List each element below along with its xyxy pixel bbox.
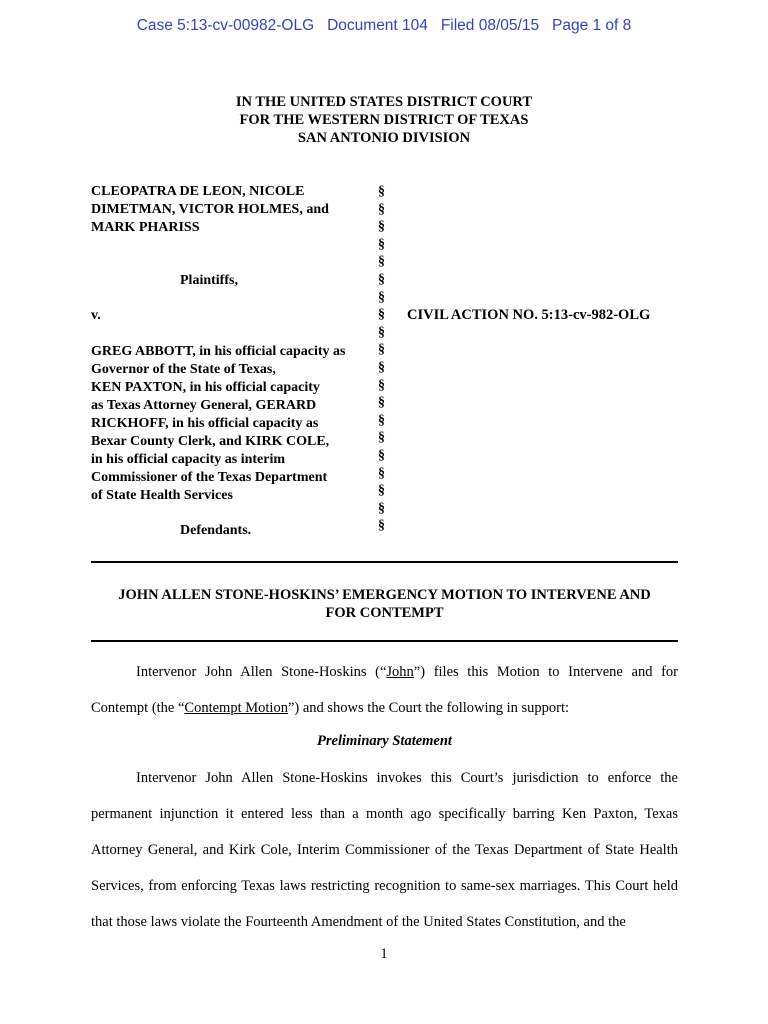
section-symbol: § xyxy=(378,324,385,340)
versus-label: v. xyxy=(91,308,101,323)
section-symbol: § xyxy=(378,271,385,287)
section-symbol: § xyxy=(378,289,385,305)
section-symbol: § xyxy=(378,219,385,235)
section-symbol: § xyxy=(378,500,385,516)
document-number: Document 104 xyxy=(327,17,428,34)
defendants-name-line: GREG ABBOTT, in his official capacity as xyxy=(91,344,346,359)
intro-text-3: ”) and shows the Court the following in support: xyxy=(287,700,570,716)
section-symbol: § xyxy=(378,483,385,499)
section-symbol: § xyxy=(378,447,385,463)
civil-action-number: CIVIL ACTION NO. 5:13-cv-982-OLG xyxy=(407,307,651,323)
plaintiffs-label: Plaintiffs, xyxy=(180,273,238,288)
motion-title-line-1: JOHN ALLEN STONE-HOSKINS’ EMERGENCY MOTION TO INTERVENE AND xyxy=(118,587,651,603)
filed-date: Filed 08/05/15 xyxy=(440,17,540,34)
defined-term-john: John xyxy=(386,664,414,680)
defendants-name-line: Commissioner of the Texas Department xyxy=(91,470,328,485)
divider-rule-top xyxy=(91,561,678,563)
defendants-name-line: RICKHOFF, in his official capacity as xyxy=(91,416,319,431)
motion-title xyxy=(91,586,678,622)
defendants-name-line: of State Health Services xyxy=(91,488,233,503)
section-symbol: § xyxy=(378,342,385,358)
motion-title-line-2: FOR CONTEMPT xyxy=(325,605,444,621)
defendants-name-line: Bexar County Clerk, and KIRK COLE, xyxy=(91,434,330,449)
section-symbol: § xyxy=(378,412,385,428)
court-line-3: SAN ANTONIO DIVISION xyxy=(297,130,471,146)
plaintiffs-name-line: DIMETMAN, VICTOR HOLMES, and xyxy=(91,202,329,217)
ecf-header-stamp xyxy=(0,17,768,35)
case-number: Case 5:13-cv-00982-OLG xyxy=(136,17,315,34)
intro-text-1: Intervenor John Allen Stone-Hoskins (“ xyxy=(136,664,387,680)
section-symbol-column xyxy=(378,183,385,535)
divider-rule-bottom xyxy=(91,640,678,642)
page-of: Page 1 of 8 xyxy=(552,17,632,34)
defendants-name-line: in his official capacity as interim xyxy=(91,452,286,467)
section-symbol: § xyxy=(378,518,385,534)
section-symbol: § xyxy=(378,465,385,481)
statement-paragraph: Intervenor John Allen Stone-Hoskins invokes this Court’s jurisdiction to enforce the permanent injunction it entered less than a month ago specifically barring Ken Paxton, Texas Attorney General, and Kirk Cole, Interim Commissioner of the Texas Department of State Health Services, from enforcing Texas laws restricting recognition to same-sex marriages. This Court held that those laws violate the Fourteenth Amendment of the United States Constitution, and the xyxy=(91,770,678,930)
section-symbol: § xyxy=(378,184,385,199)
section-symbol: § xyxy=(378,395,385,411)
section-symbol: § xyxy=(378,236,385,252)
defined-term-contempt-motion: Contempt Motion xyxy=(184,700,288,716)
plaintiffs-name-line: CLEOPATRA DE LEON, NICOLE xyxy=(91,184,305,199)
court-line-2: FOR THE WESTERN DISTRICT OF TEXAS xyxy=(239,112,529,128)
plaintiffs-name-line: MARK PHARISS xyxy=(91,220,200,235)
section-symbol: § xyxy=(378,359,385,375)
intro-text-2: ”) files this Motion to Intervene and for Contempt (the “ xyxy=(91,664,678,716)
defendants-name-line: Governor of the State of Texas, xyxy=(91,362,276,377)
section-symbol: § xyxy=(378,307,385,323)
intro-paragraph xyxy=(91,654,678,726)
section-symbol: § xyxy=(378,430,385,446)
defendants-name-line: as Texas Attorney General, GERARD xyxy=(91,398,317,413)
section-symbol: § xyxy=(378,377,385,393)
section-heading: Preliminary Statement xyxy=(317,733,452,749)
section-symbol: § xyxy=(378,201,385,217)
court-heading xyxy=(0,93,768,147)
court-line-1: IN THE UNITED STATES DISTRICT COURT xyxy=(235,94,533,110)
page-number: 1 xyxy=(380,946,388,962)
defendants-name-line: KEN PAXTON, in his official capacity xyxy=(91,380,320,395)
defendants-label: Defendants. xyxy=(180,523,252,538)
section-symbol: § xyxy=(378,254,385,270)
